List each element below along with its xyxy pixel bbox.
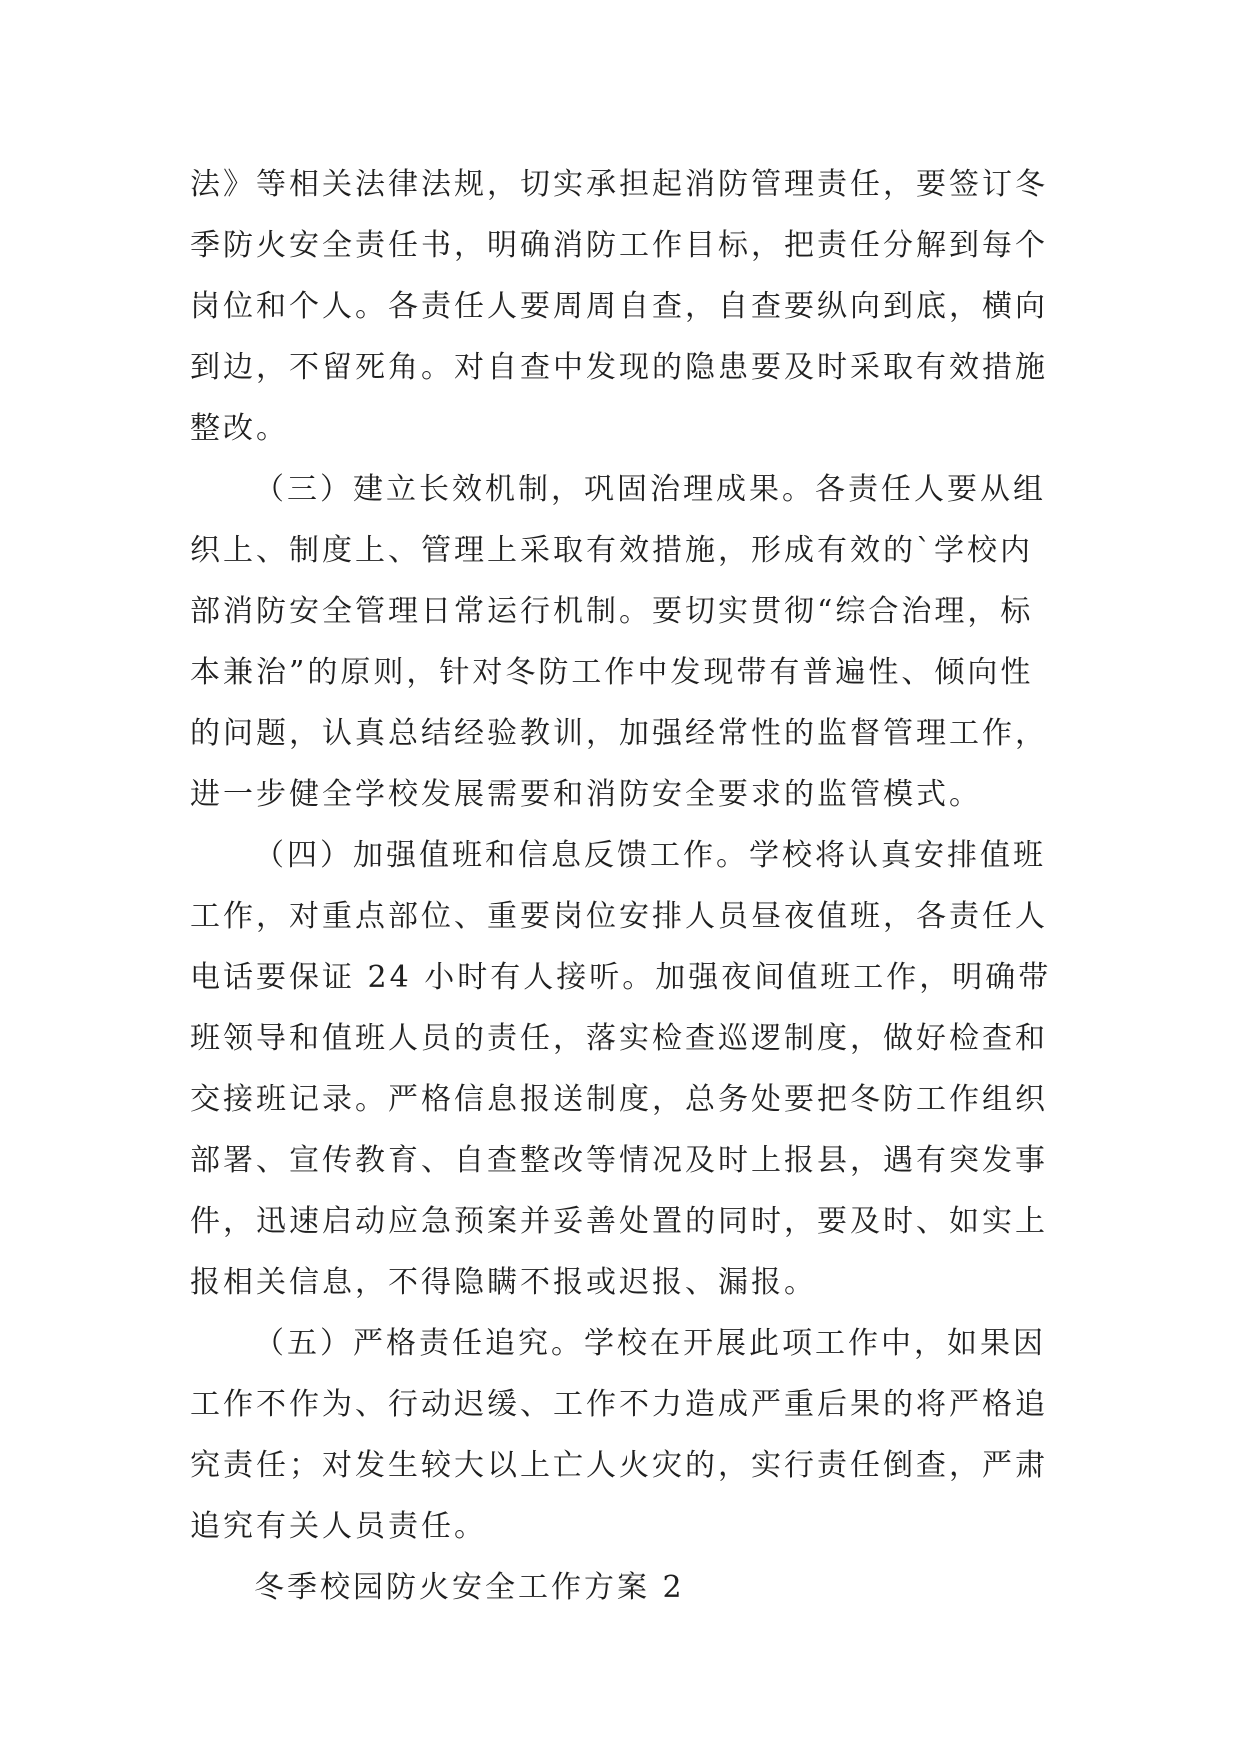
text-line: 进一步健全学校发展需要和消防安全要求的监管模式。 [190, 777, 982, 812]
text-line: （四）加强值班和信息反馈工作。学校将认真安排值班 [254, 838, 1046, 873]
text-line: 本兼治”的原则，针对冬防工作中发现带有普遍性、倾向性 [190, 655, 1034, 690]
text-line: 工作不作为、行动迟缓、工作不力造成严重后果的将严格追 [190, 1387, 1048, 1422]
text-line: 整改。 [190, 411, 289, 446]
text-line: 交接班记录。严格信息报送制度，总务处要把冬防工作组织 [190, 1082, 1048, 1117]
text-line: 季防火安全责任书，明确消防工作目标，把责任分解到每个 [190, 228, 1048, 263]
document-body [190, 154, 1060, 1618]
text-line: 工作，对重点部位、重要岗位安排人员昼夜值班，各责任人 [190, 899, 1048, 934]
paragraph-section-five [190, 1313, 1060, 1557]
text-line: 部署、宣传教育、自查整改等情况及时上报县，遇有突发事 [190, 1143, 1048, 1178]
text-line: 件，迅速启动应急预案并妥善处置的同时，要及时、如实上 [190, 1204, 1048, 1239]
paragraph-section-four [190, 825, 1060, 1313]
text-line: 班领导和值班人员的责任，落实检查巡逻制度，做好检查和 [190, 1021, 1048, 1056]
paragraph-continued [190, 154, 1060, 459]
text-line: 岗位和个人。各责任人要周周自查，自查要纵向到底，横向 [190, 289, 1048, 324]
text-line: 追究有关人员责任。 [190, 1509, 487, 1544]
text-line: 报相关信息，不得隐瞒不报或迟报、漏报。 [190, 1265, 817, 1300]
section-heading [190, 1557, 1060, 1618]
text-line: 电话要保证 24 小时有人接听。加强夜间值班工作，明确带 [190, 960, 1052, 995]
text-line: 的问题，认真总结经验教训，加强经常性的监督管理工作， [190, 716, 1048, 751]
text-line: 法》等相关法律法规，切实承担起消防管理责任，要签订冬 [190, 167, 1048, 202]
text-line: 到边，不留死角。对自查中发现的隐患要及时采取有效措施 [190, 350, 1048, 385]
text-line: 究责任；对发生较大以上亡人火灾的，实行责任倒查，严肃 [190, 1448, 1048, 1483]
text-line: 部消防安全管理日常运行机制。要切实贯彻“综合治理，标 [190, 594, 1034, 629]
paragraph-section-three [190, 459, 1060, 825]
text-line: （五）严格责任追究。学校在开展此项工作中，如果因 [254, 1326, 1046, 1361]
text-line: （三）建立长效机制，巩固治理成果。各责任人要从组 [254, 472, 1046, 507]
heading-line: 冬季校园防火安全工作方案 2 [254, 1570, 685, 1605]
text-line: 织上、制度上、管理上采取有效措施，形成有效的`学校内 [190, 533, 1033, 568]
